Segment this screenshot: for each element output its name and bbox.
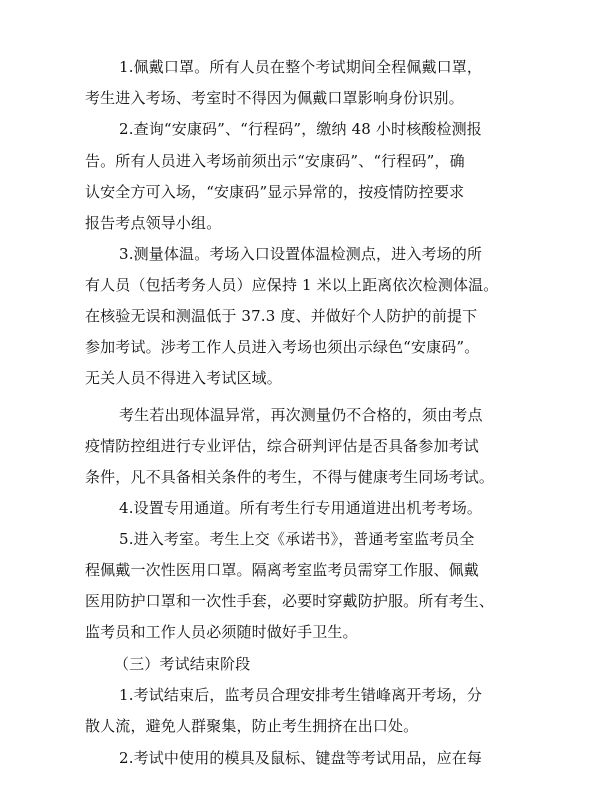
text-line: 有人员（包括考务人员）应保持 1 米以上距离依次检测体温。 (85, 276, 499, 294)
text-line: 在核验无误和测温低于 37.3 度、并做好个人防护的前提下 (85, 307, 478, 325)
text-line: 考生若出现体温异常，再次测量仍不合格的，须由考点 (119, 406, 483, 424)
text-line: 监考员和工作人员必须随时做好手卫生。 (85, 623, 358, 641)
text-line: 参加考试。涉考工作人员进入考场也须出示绿色“安康码”。 (85, 338, 480, 356)
text-line: 3.测量体温。考场入口设置体温检测点，进入考场的所 (119, 245, 483, 263)
text-line: 认安全方可入场，“安康码”显示异常的，按疫情防控要求 (85, 183, 465, 201)
text-line: 报告考点领导小组。 (85, 214, 222, 232)
text-line: 医用防护口罩和一次性手套，必要时穿戴防护服。所有考生、 (85, 592, 495, 610)
text-line: 散人流，避免人群聚集，防止考生拥挤在出口处。 (85, 717, 419, 735)
text-line: 2.查询“安康码”、“行程码”，缴纳 48 小时核酸检测报 (119, 120, 482, 138)
text-line: 程佩戴一次性医用口罩。隔离考室监考员需穿工作服、佩戴 (85, 561, 479, 579)
text-line: 2.考试中使用的模具及鼠标、键盘等考试用品，应在每 (119, 749, 483, 767)
text-line: 告。所有人员进入考场前须出示“安康码”、“行程码”，确 (85, 152, 465, 170)
text-line: 条件，凡不具备相关条件的考生，不得与健康考生同场考试。 (85, 468, 495, 486)
text-line: 考生进入考场、考室时不得因为佩戴口罩影响身份识别。 (85, 89, 464, 107)
text-line: 无关人员不得进入考试区域。 (85, 369, 282, 387)
section-heading: （三）考试结束阶段 (114, 655, 251, 673)
text-line: 5.进入考室。考生上交《承诺书》，普通考室监考员全 (119, 530, 475, 548)
text-line: 1.佩戴口罩。所有人员在整个考试期间全程佩戴口罩， (119, 58, 483, 76)
text-line: 4.设置专用通道。所有考生行专用通道进出机考考场。 (119, 499, 483, 517)
text-line: 疫情防控组进行专业评估，综合研判评估是否具备参加考试 (85, 437, 479, 455)
text-line: 1.考试结束后，监考员合理安排考生错峰离开考场，分 (119, 686, 483, 704)
